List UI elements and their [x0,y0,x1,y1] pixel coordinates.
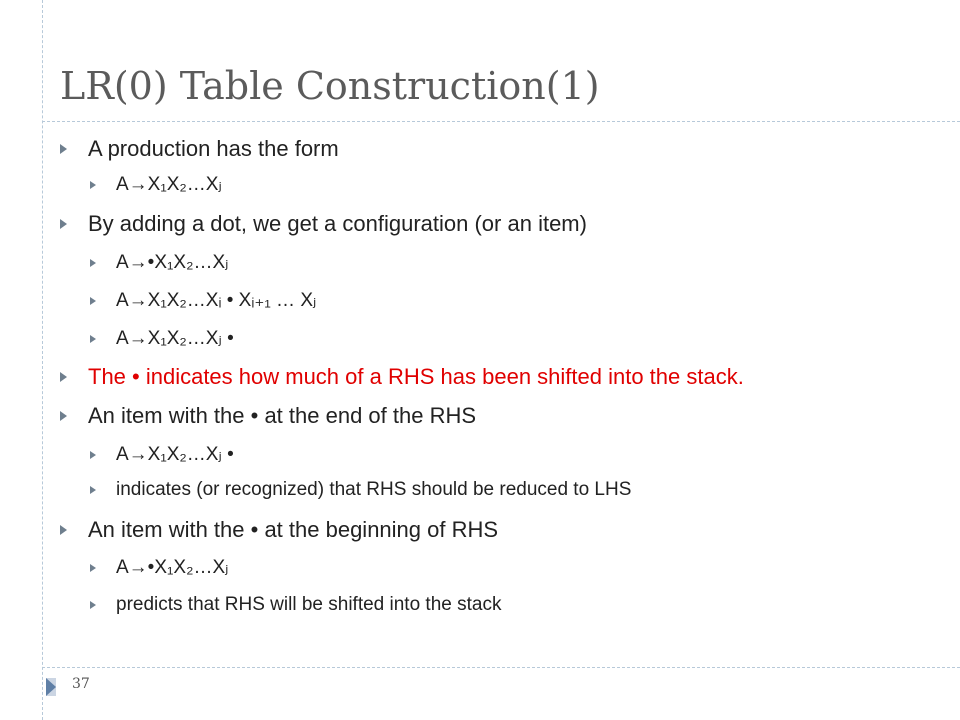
bullet-arrow-icon [60,144,67,154]
bullet-text: A→X₁X₂…Xᵢ • Xᵢ₊₁ … Xⱼ [116,290,317,311]
sub-bullet-shift-note [90,594,501,616]
bullet-arrow-icon [90,601,96,609]
bullet-text: A→•X₁X₂…Xⱼ [116,252,229,273]
sub-bullet-reduce-note [90,479,631,501]
bullet-text: An item with the • at the beginning of RHS [88,517,499,542]
sub-bullet-item-end [90,327,234,350]
bullet-text: A→X₁X₂…Xⱼ [116,174,222,195]
bullet-text: predicts that RHS will be shifted into the stack [116,594,502,615]
bullet-production-form [60,136,339,162]
bullet-dot-at-end [60,403,476,429]
bullet-arrow-icon [90,181,96,189]
bullet-text: A→•X₁X₂…Xⱼ [116,557,229,578]
bullet-arrow-icon [90,259,96,267]
bullet-arrow-icon [60,372,67,382]
bullet-text: A→X₁X₂…Xⱼ • [116,444,234,465]
bullet-arrow-icon [90,486,96,494]
bullet-arrow-icon [90,451,96,459]
bullet-adding-dot [60,211,587,237]
sub-bullet-end-item [90,443,234,466]
corner-triangle-icon [46,678,56,696]
bullet-dot-meaning-highlight [60,364,744,390]
sub-bullet-begin-item [90,556,228,579]
bullet-text: A→X₁X₂…Xⱼ • [116,328,234,349]
sub-bullet-item-start [90,251,228,274]
bullet-arrow-icon [90,335,96,343]
bullet-text: A production has the form [88,136,339,161]
bullet-arrow-icon [60,219,67,229]
bullet-text: The • indicates how much of a RHS has been shifted into the stack. [88,364,744,389]
bullet-dot-at-beginning [60,517,498,543]
bullet-arrow-icon [60,525,67,535]
sub-bullet-item-middle [90,289,316,312]
vertical-guide-line [42,0,43,720]
slide-title: LR(0) Table Construction(1) [60,64,600,108]
bullet-arrow-icon [60,411,67,421]
page-number: 37 [72,676,90,692]
bullet-arrow-icon [90,564,96,572]
bullet-text: By adding a dot, we get a configuration (or an item) [88,211,587,236]
bullet-text: An item with the • at the end of the RHS [88,403,477,428]
bullet-text: indicates (or recognized) that RHS should be reduced to LHS [116,479,632,500]
title-divider [42,121,960,122]
footer-divider [42,667,960,668]
sub-bullet-production [90,173,222,196]
bullet-arrow-icon [90,297,96,305]
